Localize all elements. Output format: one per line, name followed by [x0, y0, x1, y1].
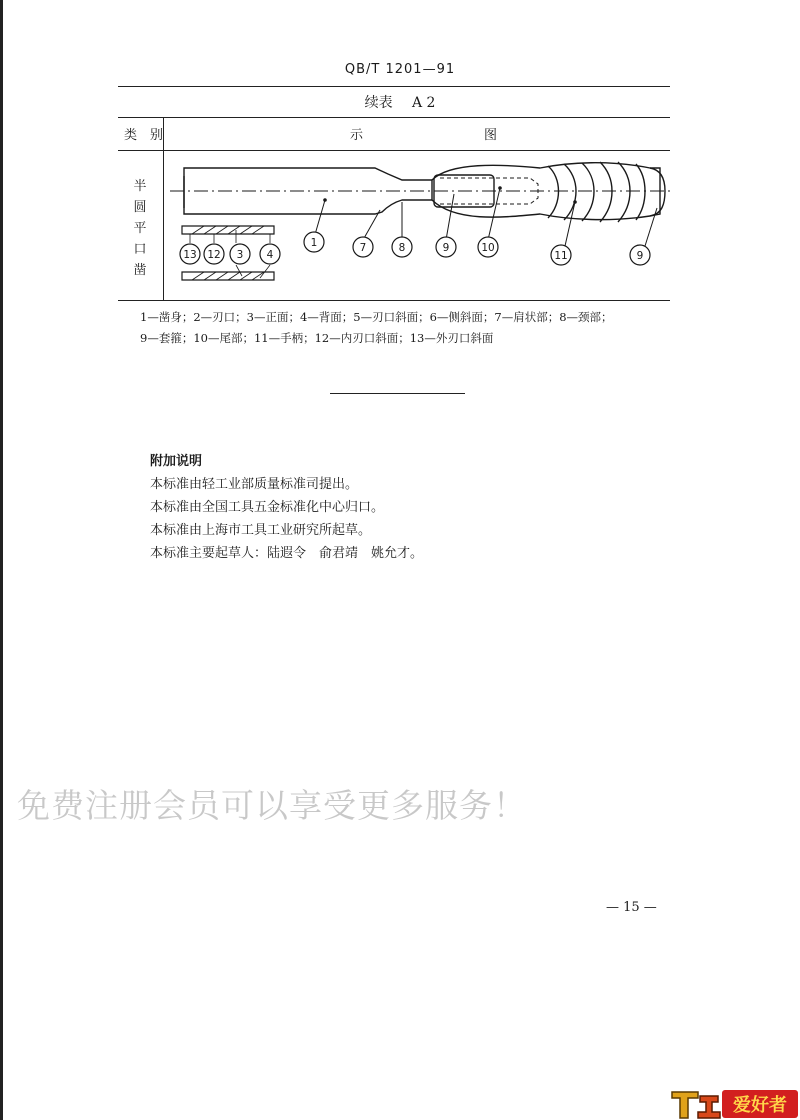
callout-label-13: 13 [183, 249, 197, 261]
callout-label-12: 12 [207, 249, 221, 261]
category-name [130, 176, 150, 281]
top-rule [118, 86, 670, 87]
notes-title: 附加说明 [150, 454, 203, 469]
category-char: 半 [133, 179, 147, 194]
table-column-divider [163, 117, 164, 300]
header-figure-right: 图 [484, 128, 498, 143]
logo-text: 爱好者 [733, 1095, 787, 1116]
note-line: 本标准由全国工具五金标准化中心归口。 [150, 500, 385, 515]
category-char: 凿 [133, 263, 147, 278]
note-line: 本标准由轻工业部质量标准司提出。 [150, 477, 359, 492]
header-figure-left: 示 [350, 128, 364, 143]
callout-label-7: 7 [359, 242, 367, 254]
callout-label-9a: 9 [442, 242, 450, 254]
category-char: 圆 [133, 200, 147, 215]
note-line: 本标准由上海市工具工业研究所起草。 [150, 523, 372, 538]
legend-line-1: 1—凿身；2—刃口；3—正面；4—背面；5—刃口斜面；6—侧斜面；7—肩状部；8—颈部； [140, 310, 613, 324]
table-top-rule [118, 117, 670, 118]
chisel-drawing [170, 150, 670, 298]
watermark-text: 免费注册会员可以享受更多服务！ [17, 786, 527, 825]
standard-number: QB/T 1201—91 [344, 62, 456, 77]
end-ferrule [650, 168, 660, 216]
section-inner-bevel [182, 226, 274, 234]
callout-label-8: 8 [398, 242, 406, 254]
table-bottom-rule [118, 300, 670, 301]
page-number: — 15 — [606, 900, 657, 915]
page-left-edge [0, 0, 3, 1120]
callout-label-11: 11 [554, 250, 568, 262]
table-title-main: 续表 [364, 95, 393, 111]
category-char: 平 [133, 221, 147, 236]
callout-label-3: 3 [236, 249, 244, 261]
section-outer-bevel [182, 272, 274, 280]
table-title-code: A 2 [411, 95, 436, 111]
site-logo [668, 1082, 800, 1120]
table-title [0, 92, 800, 112]
callout-label-4: 4 [266, 249, 274, 261]
callout-label-1: 1 [310, 237, 318, 249]
section-divider [330, 393, 465, 394]
header-category: 类 别 [124, 128, 164, 143]
legend-line-2: 9—套箍；10—尾部；11—手柄；12—内刃口斜面；13—外刃口斜面 [140, 331, 494, 345]
callout-label-10: 10 [481, 242, 495, 254]
note-line: 本标准主要起草人：陆遐令 俞君靖 姚允才。 [150, 546, 424, 561]
category-char: 口 [133, 242, 147, 257]
callout-label-9b: 9 [636, 250, 644, 262]
